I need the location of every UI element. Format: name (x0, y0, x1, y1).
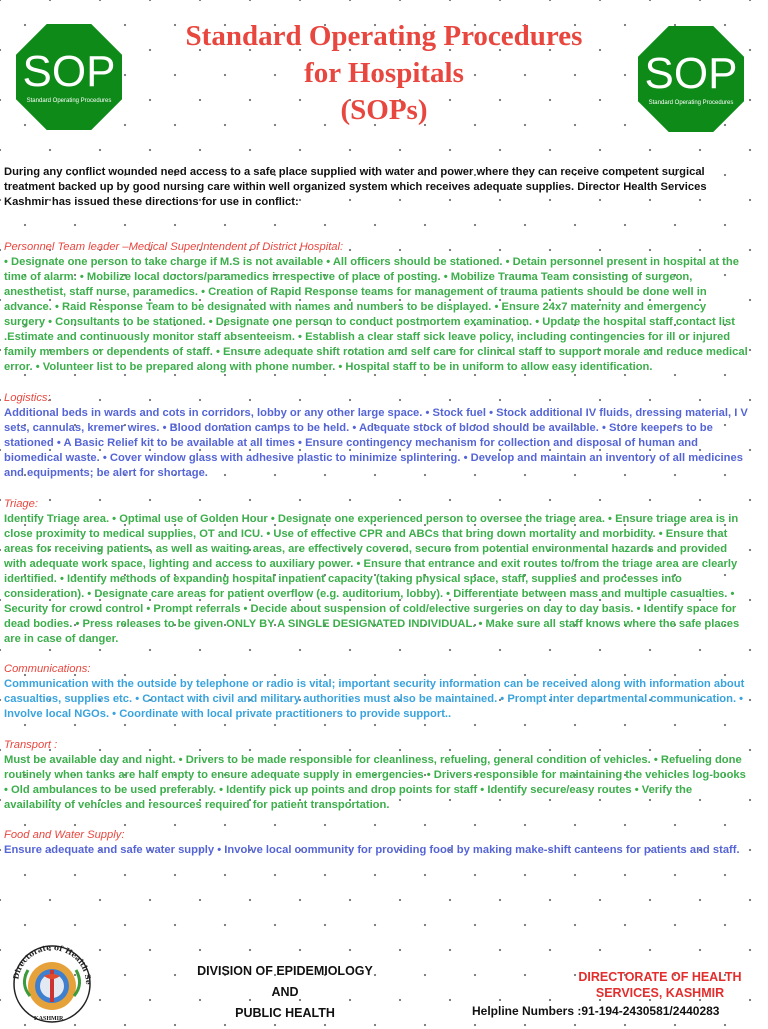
section-communications-heading: Communications: (4, 663, 91, 675)
sop-sign-right (638, 26, 744, 132)
page-title (130, 18, 638, 129)
seal-name: KASHMIR (34, 1016, 64, 1022)
seal-ring-text: Directorate of Health Se (11, 942, 94, 985)
sop-sign-left (16, 24, 122, 130)
section-logistics-body: Additional beds in wards and cots in corridors, lobby or any other large space. • Stock fuel • Stock additional IV fluids, dressing material, I V sets, cannulas, kremer wires. • Blood donation camps to be held. • Adequate stock of blood should be available. • Store keepers to be stationed • A Basic Relief kit to be available at all times • Ensure contingency mechanism for collection and disposal of human and biomedical waste. • Cover window glass with adhesive plastic to minimize splintering. • Develop and maintain an inventory of all medicines and equipments; be alert for shortage. (4, 407, 748, 479)
section-logistics (4, 391, 748, 481)
division-line-3: PUBLIC HEALTH (235, 1006, 335, 1020)
section-triage (4, 497, 748, 647)
section-personnel (4, 240, 748, 375)
seal-icon (4, 940, 100, 1024)
section-logistics-heading: Logistics: (4, 392, 51, 404)
directorate-line-1: DIRECTORATE OF HEALTH (578, 970, 742, 984)
section-triage-heading: Triage: (4, 498, 38, 510)
section-personnel-body: • Designate one person to take charge if M.S is not available • All officers should be stationed. • Detain personnel present in hospital at the time of alarm. • Mobilize local doctors/paramedics irrespective of place of posting. • Mobilize Trauma Team consisting of surgeon, anesthetist, staff nurse, paramedics. • Creation of Rapid Response teams for management of trauma patients should be done well in advance. • Raid Response Team to be designated with names and numbers to be displayed. • Ensure 24x7 maternity and emergency surgery • Consultants to be stationed. • Designate one person to conduct postmortem examination. • Update the hospital staff contact list .Estimate and continuously monitor staff absenteeism. • Establish a clear staff sick leave policy, including contingencies for ill or injured family members or dependents of staff. • Ensure adequate shift rotation and self care for clinical staff to support morale and reduce medical error. • Volunteer list to be prepared along with phone number. • Hospital staff to be in uniform to allow easy identification. (4, 256, 748, 373)
directorate-line-2: SERVICES, KASHMIR (595, 986, 725, 1000)
title-line-1: Standard Operating Procedures (185, 20, 583, 52)
section-food-water-body: Ensure adequate and safe water supply • Involve local community for providing food by making make-shift canteens for patients and staff. (4, 844, 740, 856)
title-line-3: (SOPs) (340, 94, 428, 126)
section-food-water (4, 828, 748, 858)
sop-sign-right-label: SOP (644, 49, 738, 98)
sop-sign-left-label: SOP (22, 47, 116, 96)
sop-sign-left-caption: Standard Operating Procedures (26, 98, 112, 104)
directorate-block (548, 969, 768, 1001)
section-transport (4, 738, 748, 813)
section-triage-body: Identify Triage area. • Optimal use of Golden Hour • Designate one experienced person to oversee the triage area. • Ensure triage area is in close proximity to medical supplies, OT and ICU. • Use of effective CPR and ABCs that bring down mortality and morbidity. • Ensure that areas for receiving patients, as well as waiting areas, are effectively covered, secure from potential environmental hazards and provided with adequate work space, lighting and access to auxiliary power. • Ensure that entrance and exit routes to/from the triage area are clearly identified. • Identify methods of expanding hospital inpatient capacity (taking physical space, staff, supplies and processes into consideration). • Designate care areas for patient overflow (e.g. auditorium, lobby). • Differentiate between mass and multiple casualties. • Security for crowd control • Prompt referrals • Decide about suspension of cold/elective surgeries on day to day basis. • Identify space for dead bodies. • Press releases to be given ONLY BY A SINGLE DESIGNATED INDIVIDUAL. • Make sure all staff knows where the safe places are in case of danger. (4, 513, 740, 645)
title-line-2: for Hospitals (304, 57, 464, 89)
helpline-numbers: Helpline Numbers :91-194-2430581/2440283 (472, 1004, 720, 1018)
division-line-1: DIVISION OF EPIDEMIOLOGY (197, 964, 373, 978)
section-communications-body: Communication with the outside by telephone or radio is vital; important security information can be received along with information about casualties, supplies etc. • Contact with civil and military authorities must also be maintained. • Prompt inter departmental communication. • Involve local NGOs. • Coordinate with local private practitioners to provide support.. (4, 678, 745, 720)
intro-paragraph: During any conflict wounded need access to a safe place supplied with water and power where they can receive competent surgical treatment backed up by good nursing care within well organized system which receives adequate supplies. Director Health Services Kashmir has issued these directions for use in conflict: (4, 166, 707, 208)
section-personnel-heading: Personnel Team leader –Medical SuperIntendent of District Hospital: (4, 241, 344, 253)
division-block (160, 961, 410, 1024)
division-line-2: AND (271, 985, 299, 999)
directorate-seal (4, 940, 100, 1024)
section-communications (4, 662, 748, 722)
section-transport-body: Must be available day and night. • Drivers to be made responsible for cleanliness, refueling, general condition of vehicles. • Refueling done routinely when tanks are half empty to ensure adequate supply in emergencies • Drivers responsible for maintaining the vehicles log-books • Old ambulances to be used preferably. • Identify pick up points and drop points for staff • Identify secure/easy routes • Verify the availability of vehicles and resources required for patient transportation. (4, 754, 746, 811)
section-transport-heading: Transport : (4, 739, 58, 751)
section-food-water-heading: Food and Water Supply: (4, 829, 125, 841)
sop-sign-right-caption: Standard Operating Procedures (648, 100, 734, 106)
